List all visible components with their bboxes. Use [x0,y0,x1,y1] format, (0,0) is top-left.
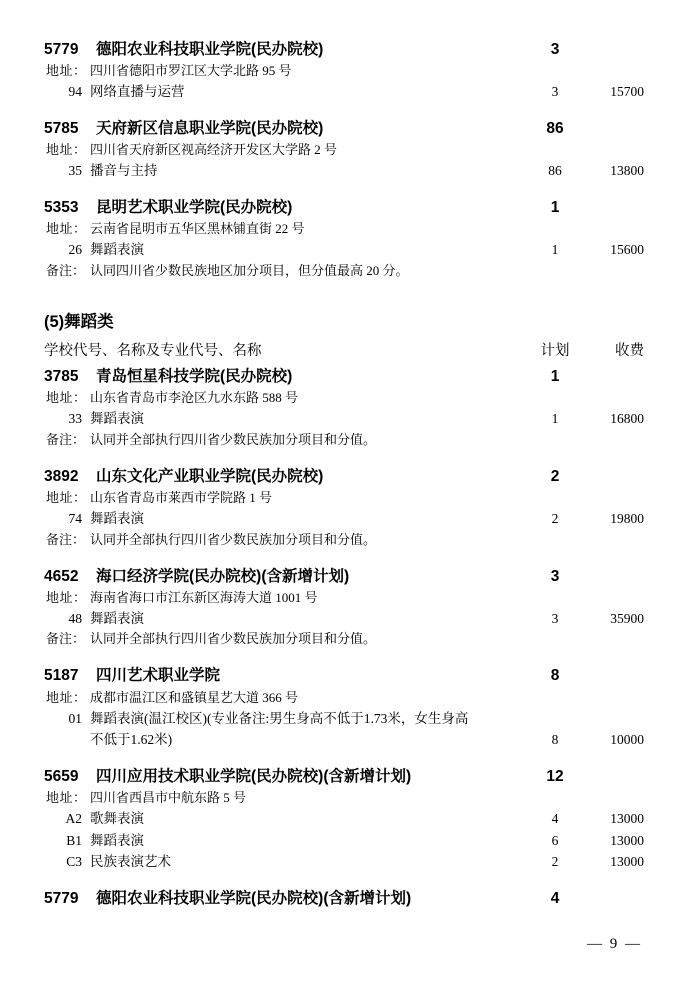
school-name: 天府新区信息职业学院(民办院校) [96,119,324,137]
school-header [44,38,644,61]
major-plan: 3 [551,84,559,100]
address-label: 地址： [46,142,87,158]
major-name-continuation [44,729,644,751]
school-plan: 8 [550,667,560,685]
major-code: A2 [65,811,82,827]
column-header-plan: 计划 [540,342,570,359]
address-text: 山东省青岛市莱西市学院路 1 号 [90,489,273,505]
major-code: 48 [68,610,82,626]
major-plan: 6 [551,832,559,848]
school-header [44,465,644,488]
address-text: 海南省海口市江东新区海涛大道 1001 号 [90,589,318,605]
major-row [44,851,644,873]
school-name: 德阳农业科技职业学院(民办院校)(含新增计划) [96,890,412,908]
major-name: 舞蹈表演 [90,411,144,427]
school-address [44,688,644,708]
major-name: 舞蹈表演 [90,610,144,626]
school-block [44,887,644,910]
school-remark [44,629,644,650]
major-row [44,81,644,103]
school-remark [44,261,644,282]
major-plan: 8 [551,732,559,748]
major-plan: 1 [551,411,559,427]
address-text: 成都市温江区和盛镇星艺大道 366 号 [90,689,299,705]
school-code: 5353 [44,198,79,216]
school-code: 5779 [44,41,79,58]
school-plan: 86 [546,119,564,137]
school-name: 德阳农业科技职业学院(民办院校) [96,41,324,58]
remark-text: 认同并全部执行四川省少数民族加分项目和分值。 [90,431,377,447]
major-fee: 35900 [610,610,644,626]
school-code: 3892 [44,467,79,485]
address-label: 地址： [46,689,87,705]
school-block [44,196,644,282]
remark-label: 备注： [46,431,86,447]
major-code: C3 [66,854,82,870]
school-header [44,664,644,687]
school-header [44,887,644,910]
address-label: 地址： [46,790,87,806]
major-fee: 16800 [610,411,644,427]
major-fee: 10000 [610,732,644,748]
school-name: 四川应用技术职业学院(民办院校)(含新增计划) [96,767,412,785]
address-label: 地址： [46,63,87,79]
school-address [44,788,644,808]
school-code: 5187 [44,667,79,685]
remark-label: 备注： [46,262,86,278]
major-row [44,408,644,430]
remark-label: 备注： [46,531,86,547]
major-code: 35 [68,163,82,179]
major-code: 33 [68,411,82,427]
section-title: (5)舞蹈类 [44,312,114,331]
school-block [44,664,644,751]
school-header [44,765,644,788]
school-address [44,61,644,81]
major-code: B1 [66,832,82,848]
major-name: 民族表演艺术 [90,854,171,870]
major-plan: 3 [551,610,559,626]
column-header-left: 学校代号、名称及专业代号、名称 [44,342,262,359]
school-address [44,588,644,608]
remark-label: 备注： [46,631,86,647]
remark-text: 认同并全部执行四川省少数民族加分项目和分值。 [90,631,377,647]
school-header [44,565,644,588]
school-code: 5785 [44,119,79,137]
major-fee: 15700 [610,84,644,100]
school-header [44,196,644,219]
major-row [44,239,644,261]
major-fee: 19800 [610,511,644,527]
remark-text: 认同四川省少数民族地区加分项目，但分值最高 20 分。 [90,262,409,278]
school-name: 四川艺术职业学院 [96,667,221,685]
major-row [44,830,644,852]
major-name: 舞蹈表演 [90,242,144,258]
address-text: 山东省青岛市李沧区九水东路 588 号 [90,390,299,406]
school-code: 4652 [44,567,79,585]
school-header [44,117,644,140]
school-address [44,219,644,239]
major-row [44,708,644,730]
school-name: 青岛恒星科技学院(民办院校) [96,367,293,385]
major-fee: 15600 [610,242,644,258]
school-address [44,488,644,508]
school-address [44,388,644,408]
school-block [44,465,644,551]
major-name: 舞蹈表演 [90,511,144,527]
major-fee: 13000 [610,832,644,848]
major-code: 01 [68,710,82,726]
school-block [44,565,644,651]
major-plan: 2 [551,511,559,527]
school-plan: 2 [550,467,560,485]
major-row [44,508,644,530]
major-row [44,608,644,630]
school-name: 昆明艺术职业学院(民办院校) [96,198,293,216]
address-text: 四川省天府新区视高经济开发区大学路 2 号 [90,142,338,158]
school-name: 山东文化产业职业学院(民办院校) [96,467,324,485]
major-fee: 13000 [610,854,644,870]
major-code: 94 [68,84,82,100]
address-text: 四川省德阳市罗江区大学北路 95 号 [90,63,292,79]
address-text: 云南省昆明市五华区黑林铺直街 22 号 [90,221,305,237]
address-label: 地址： [46,221,87,237]
major-name: 歌舞表演 [90,811,144,827]
major-row [44,808,644,830]
major-plan: 2 [551,854,559,870]
major-fee: 13000 [610,811,644,827]
address-text: 四川省西昌市中航东路 5 号 [90,790,247,806]
address-label: 地址： [46,489,87,505]
school-header [44,365,644,388]
major-row [44,160,644,182]
major-fee: 13800 [610,163,644,179]
major-code: 74 [68,511,82,527]
school-code: 5779 [44,890,79,908]
school-address [44,140,644,160]
major-plan: 4 [551,811,559,827]
school-plan: 12 [546,767,564,785]
major-code: 26 [68,242,82,258]
major-plan: 1 [551,242,559,258]
school-plan: 1 [550,367,560,385]
document-content [44,38,644,924]
school-name: 海口经济学院(民办院校)(含新增计划) [96,567,350,585]
major-name-cont-text: 不低于1.62米) [90,732,173,748]
major-name: 网络直播与运营 [90,84,185,100]
school-block [44,765,644,873]
remark-text: 认同并全部执行四川省少数民族加分项目和分值。 [90,531,377,547]
address-label: 地址： [46,390,87,406]
school-plan: 1 [550,198,560,216]
school-plan: 3 [550,567,560,585]
school-block [44,117,644,182]
school-remark [44,430,644,451]
major-plan: 86 [548,163,562,179]
column-header [44,340,644,363]
major-name: 舞蹈表演 [90,832,144,848]
school-plan: 4 [550,890,560,908]
address-label: 地址： [46,589,87,605]
page-number: — 9 — [587,936,642,952]
school-code: 3785 [44,367,79,385]
major-name: 播音与主持 [90,163,158,179]
school-plan: 3 [550,41,560,58]
major-name: 舞蹈表演(温江校区)(专业备注:男生身高不低于1.73米，女生身高 [90,710,469,726]
school-block [44,365,644,451]
school-code: 5659 [44,767,79,785]
column-header-fee: 收费 [615,342,644,359]
school-block [44,38,644,103]
school-remark [44,530,644,551]
